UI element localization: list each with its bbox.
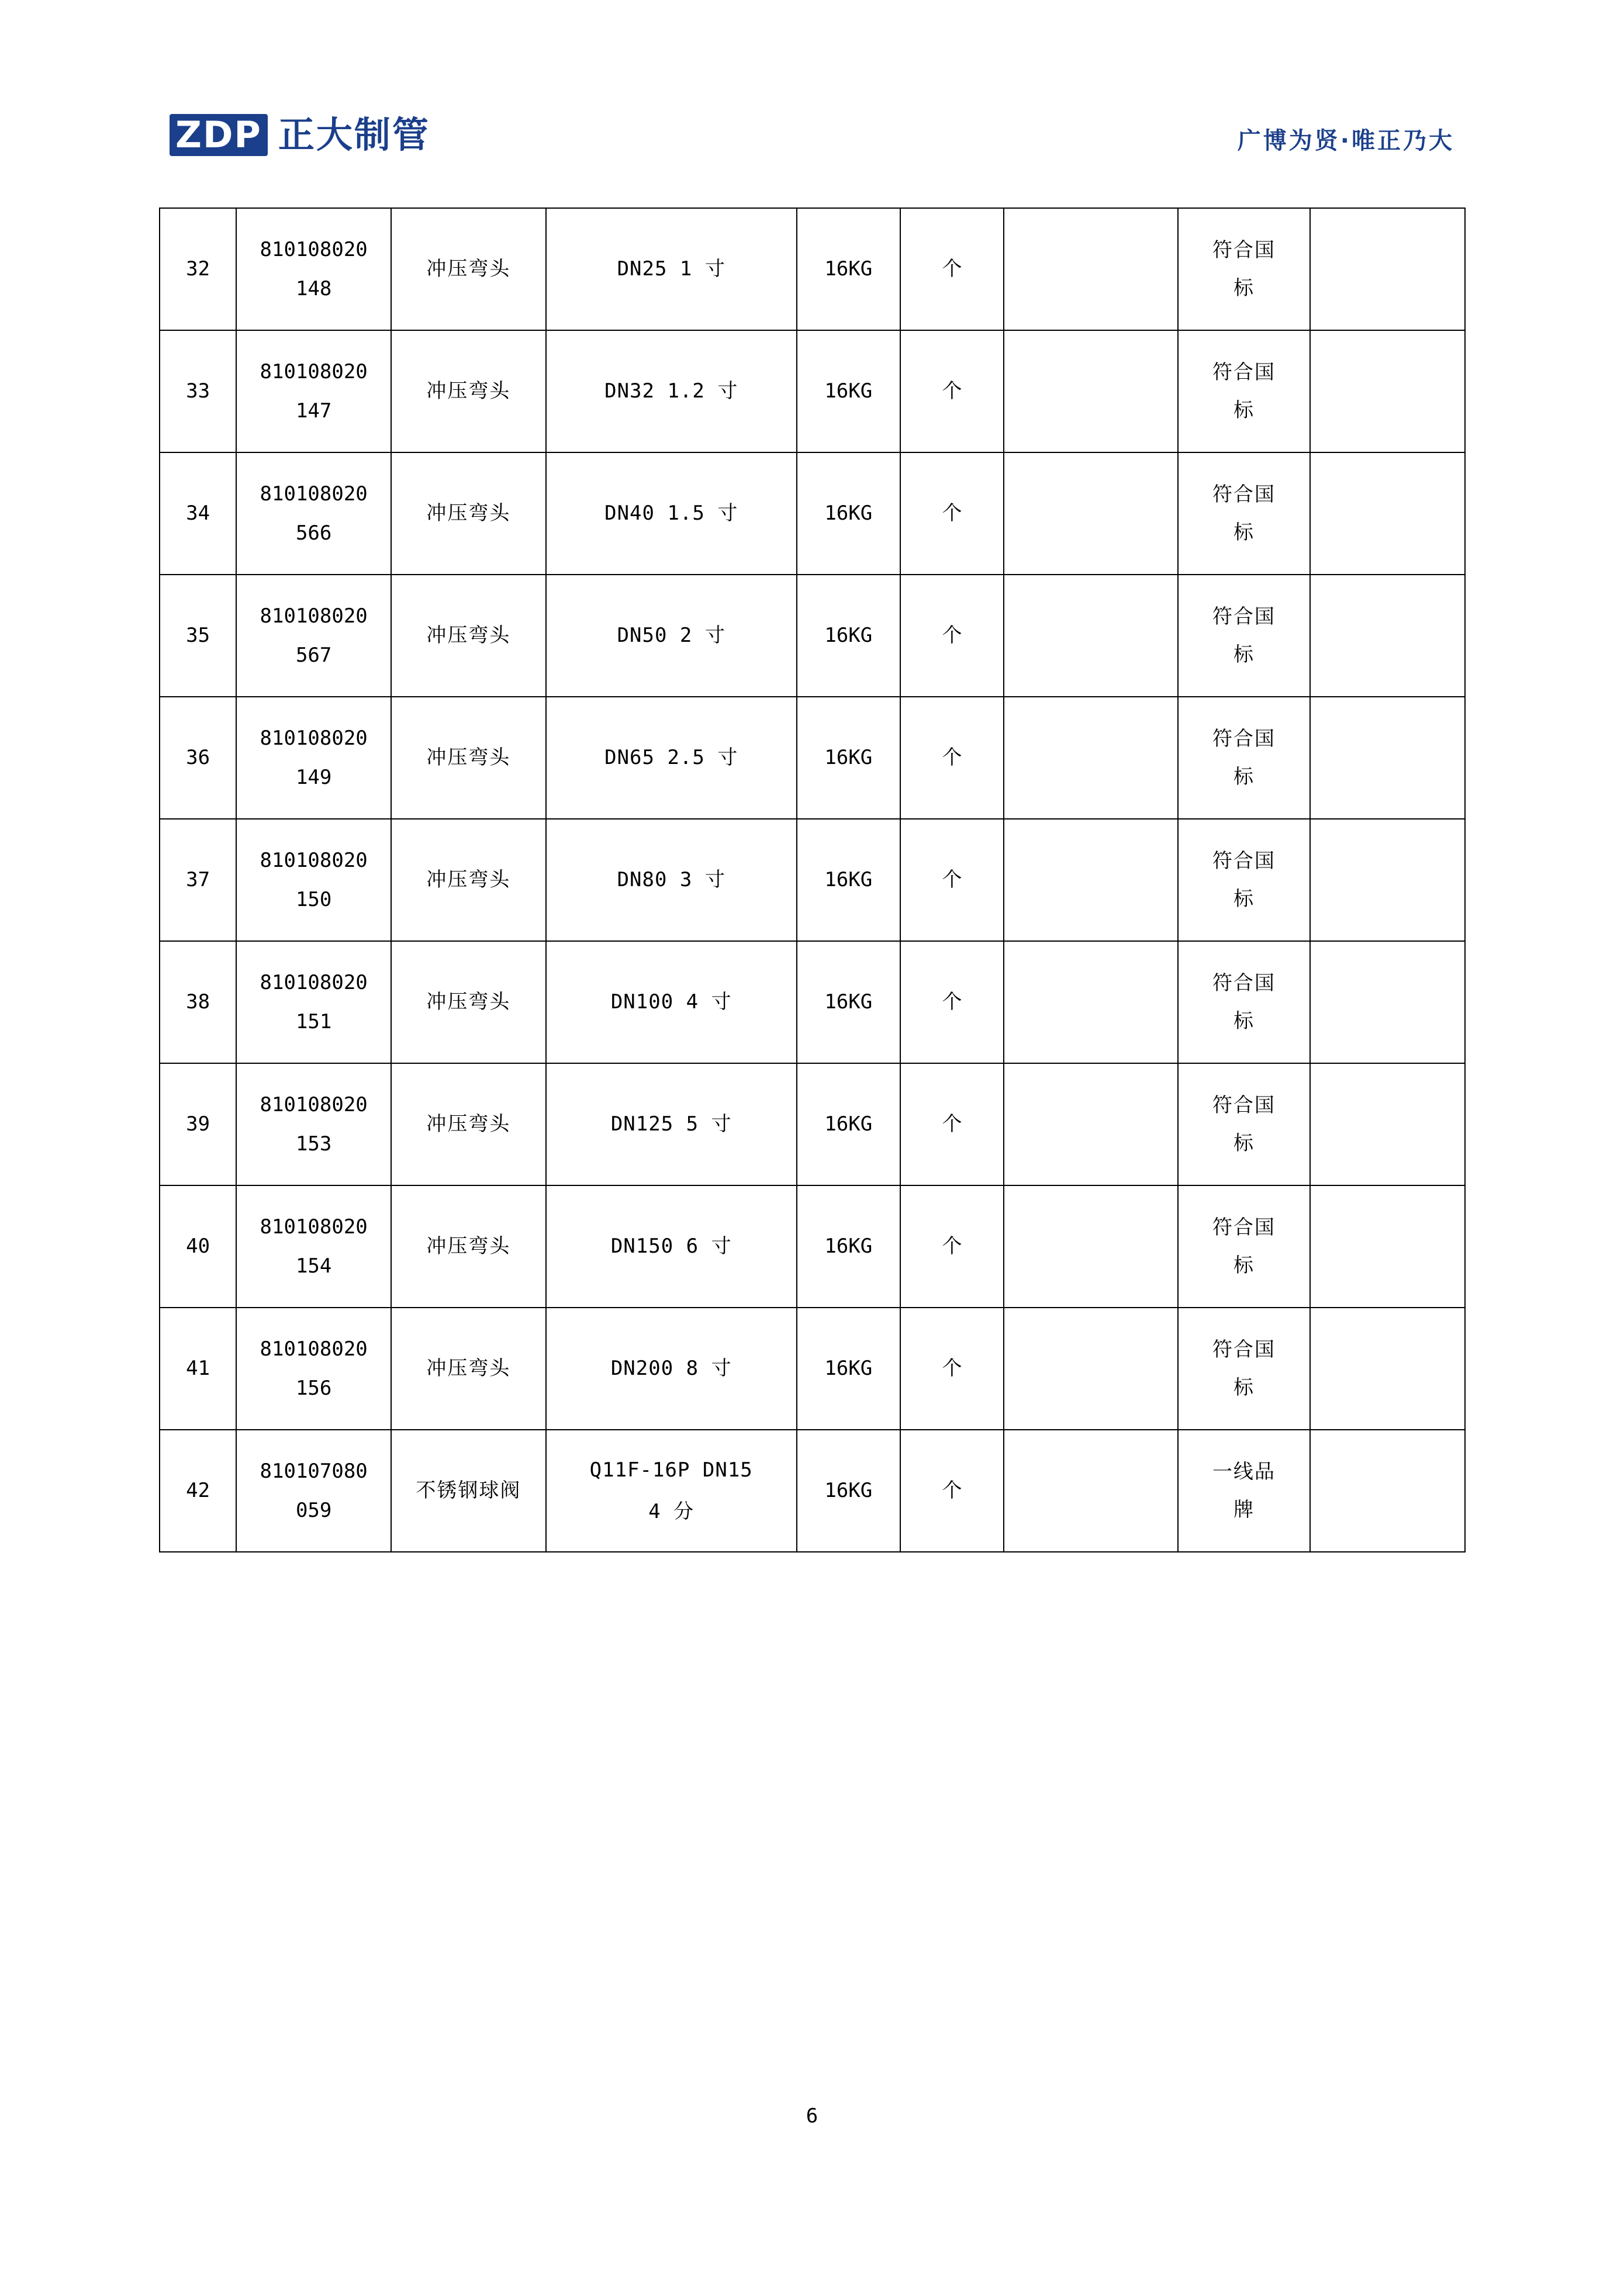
cell-extra <box>1310 1185 1465 1308</box>
cell-product-name: 冲压弯头 <box>391 575 546 697</box>
table-row <box>160 452 1465 575</box>
cell-quantity <box>1004 1063 1178 1185</box>
cell-material-code <box>236 941 391 1063</box>
remark-line-1: 符合国 <box>1212 238 1276 262</box>
logo-company-name: 正大制管 <box>278 113 430 156</box>
cell-specification <box>546 452 797 575</box>
cell-specification <box>546 1308 797 1430</box>
code-line-1: 810108020 <box>260 237 368 261</box>
cell-pressure: 16KG <box>797 1430 900 1552</box>
remark-line-2: 标 <box>1233 642 1255 666</box>
cell-index: 32 <box>160 208 236 330</box>
cell-material-code <box>236 1430 391 1552</box>
table-row <box>160 208 1465 330</box>
cell-remark <box>1178 452 1310 575</box>
remark-line-2: 标 <box>1233 765 1255 789</box>
code-line-2: 567 <box>295 643 332 667</box>
remark-line-1: 符合国 <box>1212 1093 1276 1117</box>
cell-index: 42 <box>160 1430 236 1552</box>
code-line-2: 154 <box>295 1254 332 1278</box>
cell-quantity <box>1004 941 1178 1063</box>
cell-unit: 个 <box>900 819 1004 941</box>
cell-extra <box>1310 1430 1465 1552</box>
code-line-2: 059 <box>295 1498 332 1522</box>
cell-remark <box>1178 330 1310 452</box>
cell-pressure: 16KG <box>797 697 900 819</box>
code-line-2: 156 <box>295 1376 332 1400</box>
cell-index: 36 <box>160 697 236 819</box>
remark-line-2: 标 <box>1233 398 1255 422</box>
cell-material-code <box>236 208 391 330</box>
remark-line-2: 标 <box>1233 520 1255 544</box>
spec-line-1: Q11F-16P DN15 <box>589 1458 753 1482</box>
table-row <box>160 941 1465 1063</box>
code-line-2: 150 <box>295 887 332 911</box>
code-line-2: 148 <box>295 276 332 300</box>
cell-product-name: 冲压弯头 <box>391 330 546 452</box>
cell-product-name: 冲压弯头 <box>391 1308 546 1430</box>
cell-index: 39 <box>160 1063 236 1185</box>
code-line-1: 810108020 <box>260 726 368 750</box>
cell-specification <box>546 819 797 941</box>
cell-unit: 个 <box>900 1308 1004 1430</box>
cell-material-code <box>236 819 391 941</box>
code-line-1: 810108020 <box>260 359 368 383</box>
spec-line-1: DN100 4 寸 <box>610 990 732 1014</box>
spec-line-1: DN32 1.2 寸 <box>604 379 738 403</box>
code-line-1: 810108020 <box>260 1215 368 1239</box>
company-logo <box>170 114 430 156</box>
remark-line-1: 一线品 <box>1212 1460 1276 1484</box>
cell-product-name: 冲压弯头 <box>391 941 546 1063</box>
cell-pressure: 16KG <box>797 941 900 1063</box>
code-line-1: 810108020 <box>260 482 368 506</box>
cell-remark <box>1178 697 1310 819</box>
cell-quantity <box>1004 1308 1178 1430</box>
spec-line-1: DN150 6 寸 <box>610 1235 732 1258</box>
table-row <box>160 1185 1465 1308</box>
cell-specification <box>546 575 797 697</box>
table-row <box>160 819 1465 941</box>
cell-quantity <box>1004 1185 1178 1308</box>
code-line-1: 810108020 <box>260 970 368 994</box>
spec-line-1: DN125 5 寸 <box>610 1112 732 1136</box>
cell-extra <box>1310 697 1465 819</box>
cell-unit: 个 <box>900 1185 1004 1308</box>
code-line-1: 810108020 <box>260 1092 368 1116</box>
cell-product-name: 冲压弯头 <box>391 819 546 941</box>
cell-remark <box>1178 1308 1310 1430</box>
table-row <box>160 575 1465 697</box>
cell-unit: 个 <box>900 208 1004 330</box>
cell-pressure: 16KG <box>797 1063 900 1185</box>
remark-line-1: 符合国 <box>1212 360 1276 384</box>
cell-quantity <box>1004 575 1178 697</box>
remark-line-1: 符合国 <box>1212 971 1276 995</box>
cell-remark <box>1178 1430 1310 1552</box>
code-line-2: 153 <box>295 1132 332 1156</box>
cell-extra <box>1310 1063 1465 1185</box>
cell-pressure: 16KG <box>797 575 900 697</box>
remark-line-2: 标 <box>1233 276 1255 300</box>
cell-material-code <box>236 697 391 819</box>
cell-index: 40 <box>160 1185 236 1308</box>
cell-product-name: 冲压弯头 <box>391 208 546 330</box>
cell-material-code <box>236 1308 391 1430</box>
cell-unit: 个 <box>900 575 1004 697</box>
table-row <box>160 697 1465 819</box>
cell-pressure: 16KG <box>797 1308 900 1430</box>
cell-product-name: 冲压弯头 <box>391 697 546 819</box>
cell-pressure: 16KG <box>797 1185 900 1308</box>
remark-line-2: 标 <box>1233 1009 1255 1033</box>
cell-material-code <box>236 1063 391 1185</box>
cell-extra <box>1310 208 1465 330</box>
cell-index: 37 <box>160 819 236 941</box>
table-row <box>160 1430 1465 1552</box>
remark-line-2: 标 <box>1233 1375 1255 1399</box>
remark-line-2: 标 <box>1233 887 1255 911</box>
remark-line-1: 符合国 <box>1212 604 1276 628</box>
remark-line-1: 符合国 <box>1212 727 1276 751</box>
cell-remark <box>1178 941 1310 1063</box>
page-header <box>170 114 1454 178</box>
cell-material-code <box>236 452 391 575</box>
spec-line-1: DN65 2.5 寸 <box>604 746 738 770</box>
cell-remark <box>1178 1185 1310 1308</box>
materials-table-body <box>160 208 1465 1552</box>
table-row <box>160 1308 1465 1430</box>
cell-index: 41 <box>160 1308 236 1430</box>
cell-material-code <box>236 575 391 697</box>
spec-line-1: DN40 1.5 寸 <box>604 502 738 525</box>
remark-line-1: 符合国 <box>1212 482 1276 506</box>
cell-index: 35 <box>160 575 236 697</box>
cell-quantity <box>1004 1430 1178 1552</box>
cell-pressure: 16KG <box>797 330 900 452</box>
logo-badge-zdp: ZDP <box>170 114 268 156</box>
materials-table <box>159 208 1466 1552</box>
cell-index: 34 <box>160 452 236 575</box>
remark-line-1: 符合国 <box>1212 1215 1276 1239</box>
cell-unit: 个 <box>900 330 1004 452</box>
cell-pressure: 16KG <box>797 208 900 330</box>
code-line-2: 151 <box>295 1009 332 1033</box>
cell-remark <box>1178 575 1310 697</box>
remark-line-2: 牌 <box>1233 1498 1255 1522</box>
code-line-1: 810108020 <box>260 604 368 628</box>
table-row <box>160 1063 1465 1185</box>
remark-line-2: 标 <box>1233 1253 1255 1277</box>
cell-material-code <box>236 1185 391 1308</box>
code-line-1: 810108020 <box>260 848 368 872</box>
cell-extra <box>1310 330 1465 452</box>
cell-product-name: 冲压弯头 <box>391 1063 546 1185</box>
code-line-2: 566 <box>295 521 332 545</box>
cell-specification <box>546 208 797 330</box>
page-number: 6 <box>806 2104 818 2128</box>
cell-product-name: 冲压弯头 <box>391 452 546 575</box>
cell-extra <box>1310 819 1465 941</box>
cell-quantity <box>1004 452 1178 575</box>
spec-line-1: DN80 3 寸 <box>617 868 725 892</box>
cell-product-name: 不锈钢球阀 <box>391 1430 546 1552</box>
table-row <box>160 330 1465 452</box>
cell-material-code <box>236 330 391 452</box>
cell-quantity <box>1004 819 1178 941</box>
code-line-1: 810107080 <box>260 1459 368 1483</box>
cell-extra <box>1310 1308 1465 1430</box>
cell-unit: 个 <box>900 941 1004 1063</box>
cell-unit: 个 <box>900 1430 1004 1552</box>
cell-specification <box>546 941 797 1063</box>
cell-specification <box>546 697 797 819</box>
cell-product-name: 冲压弯头 <box>391 1185 546 1308</box>
cell-remark <box>1178 1063 1310 1185</box>
cell-remark <box>1178 819 1310 941</box>
cell-remark <box>1178 208 1310 330</box>
page-footer <box>0 2104 1624 2128</box>
cell-unit: 个 <box>900 697 1004 819</box>
spec-line-1: DN25 1 寸 <box>617 257 725 281</box>
spec-line-1: DN200 8 寸 <box>610 1357 732 1381</box>
cell-index: 38 <box>160 941 236 1063</box>
code-line-2: 147 <box>295 399 332 423</box>
cell-unit: 个 <box>900 1063 1004 1185</box>
cell-specification <box>546 1430 797 1552</box>
cell-index: 33 <box>160 330 236 452</box>
spec-line-1: DN50 2 寸 <box>617 624 725 648</box>
cell-pressure: 16KG <box>797 452 900 575</box>
cell-specification <box>546 1185 797 1308</box>
cell-quantity <box>1004 330 1178 452</box>
spec-line-2: 4 分 <box>648 1499 694 1523</box>
code-line-1: 810108020 <box>260 1337 368 1361</box>
remark-line-1: 符合国 <box>1212 1337 1276 1361</box>
cell-extra <box>1310 452 1465 575</box>
company-slogan: 广博为贤·唯正乃大 <box>1237 127 1454 154</box>
remark-line-1: 符合国 <box>1212 849 1276 873</box>
cell-extra <box>1310 575 1465 697</box>
cell-quantity <box>1004 697 1178 819</box>
cell-pressure: 16KG <box>797 819 900 941</box>
cell-specification <box>546 330 797 452</box>
cell-unit: 个 <box>900 452 1004 575</box>
remark-line-2: 标 <box>1233 1131 1255 1155</box>
cell-quantity <box>1004 208 1178 330</box>
code-line-2: 149 <box>295 765 332 789</box>
materials-table-wrap <box>159 208 1466 1552</box>
cell-specification <box>546 1063 797 1185</box>
cell-extra <box>1310 941 1465 1063</box>
